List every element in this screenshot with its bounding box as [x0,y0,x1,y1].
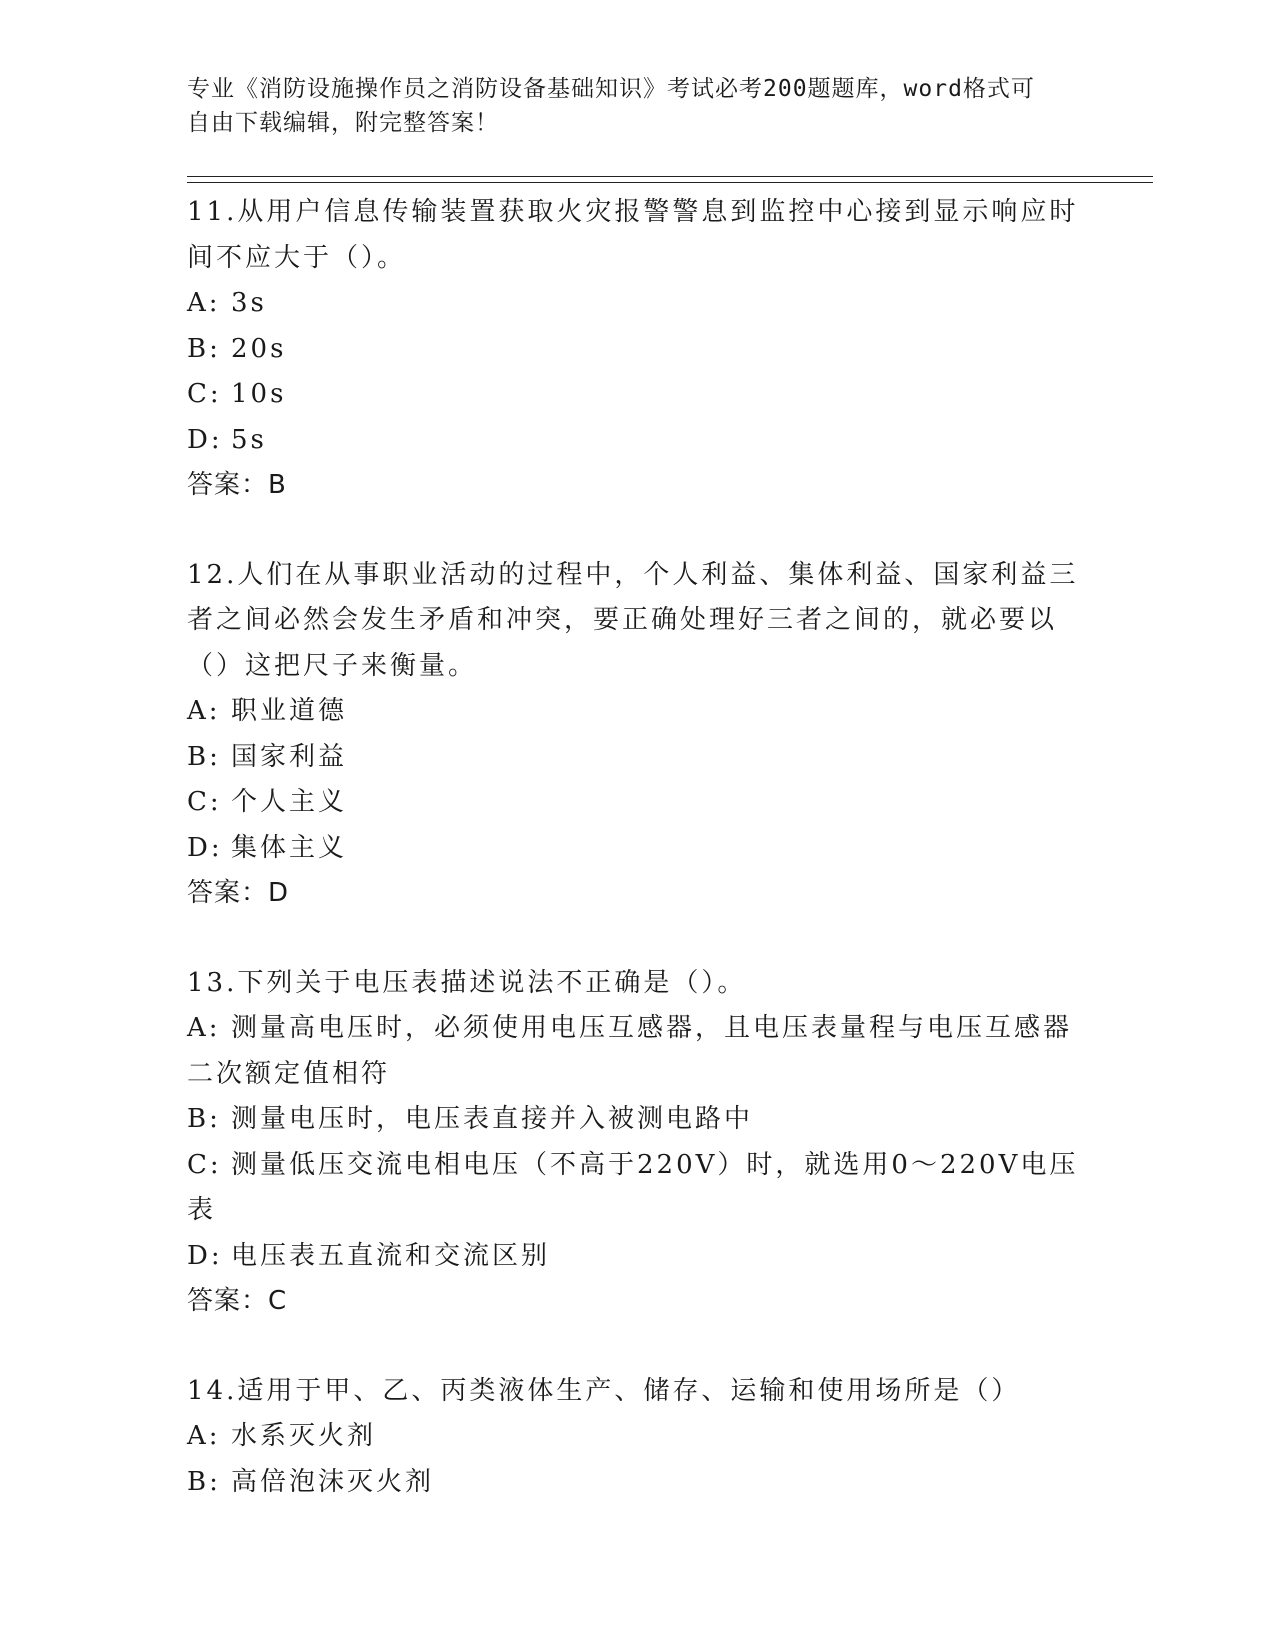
option-key: B: [187,1104,221,1134]
option-key: D: [187,424,223,455]
option-text: 3s [231,288,267,318]
question-text: 间不应大于（）。 [187,242,407,273]
option-text: 测量高电压时，必须使用电压互感器，且电压表量程与电压互感器 [231,1013,1073,1043]
option-line [187,281,1087,327]
option-line [187,1234,1087,1280]
option-line [187,1143,1087,1234]
question-item [187,553,1087,917]
option-line [187,826,1087,872]
option-key: C: [187,379,222,409]
option-key: A: [187,696,221,726]
option-text: 国家利益 [231,741,348,772]
option-text: 电压表五直流和交流区别 [231,1240,551,1271]
header-divider [187,176,1153,183]
question-text: 13.下列关于电压表描述说法不正确是（）。 [187,967,747,998]
option-line [187,689,1087,735]
header-line: 自由下载编辑，附完整答案！ [187,110,499,136]
option-line [187,1097,1087,1143]
option-line [187,780,1087,826]
option-line [187,372,1087,418]
question-list [187,190,1087,1549]
option-text: 10s [231,379,287,409]
option-key: B: [187,333,221,364]
option-text: 职业道德 [231,696,348,726]
option-text: 个人主义 [231,787,348,817]
option-text: 20s [231,333,287,364]
question-item [187,961,1087,1325]
option-line [187,1052,1087,1098]
option-key: C: [187,787,222,817]
answer-text: 答案：C [187,1286,288,1316]
question-text: 12.人们在从事职业活动的过程中，个人利益、集体利益、国家利益三 [187,559,1079,590]
option-key: B: [187,1466,221,1497]
option-text: 测量低压交流电相电压（不高于220V）时，就选用0～220V电压表 [187,1149,1079,1225]
question-item [187,190,1087,509]
answer-text: 答案：D [187,878,290,908]
option-line [187,1006,1087,1052]
header-line: 专业《消防设施操作员之消防设备基础知识》考试必考200题题库，word格式可 [187,76,1035,102]
option-key: D: [187,1240,223,1271]
option-text: 二次额定值相符 [187,1058,391,1089]
option-text: 高倍泡沫灭火剂 [231,1466,435,1497]
answer-text: 答案：B [187,470,287,500]
option-text: 5s [231,424,267,455]
option-text: 测量电压时，电压表直接并入被测电路中 [231,1104,754,1134]
option-line [187,1414,1087,1460]
option-key: C: [187,1149,222,1180]
question-text: 者之间必然会发生矛盾和冲突，要正确处理好三者之间的，就必要以 [187,605,1058,635]
option-key: A: [187,1421,221,1451]
option-key: B: [187,741,221,772]
option-key: D: [187,832,223,863]
option-line [187,1460,1087,1506]
question-text: （）这把尺子来衡量。 [187,650,478,681]
option-key: A: [187,1013,221,1043]
option-line [187,418,1087,464]
document-header [187,72,1087,140]
question-item [187,1369,1087,1506]
option-key: A: [187,288,221,318]
option-line [187,327,1087,373]
option-line [187,735,1087,781]
option-text: 集体主义 [231,832,348,863]
question-text: 11.从用户信息传输装置获取火灾报警警息到监控中心接到显示响应时 [187,197,1079,227]
question-text: 14.适用于甲、乙、丙类液体生产、储存、运输和使用场所是（） [187,1375,1021,1406]
option-text: 水系灭火剂 [231,1421,377,1451]
